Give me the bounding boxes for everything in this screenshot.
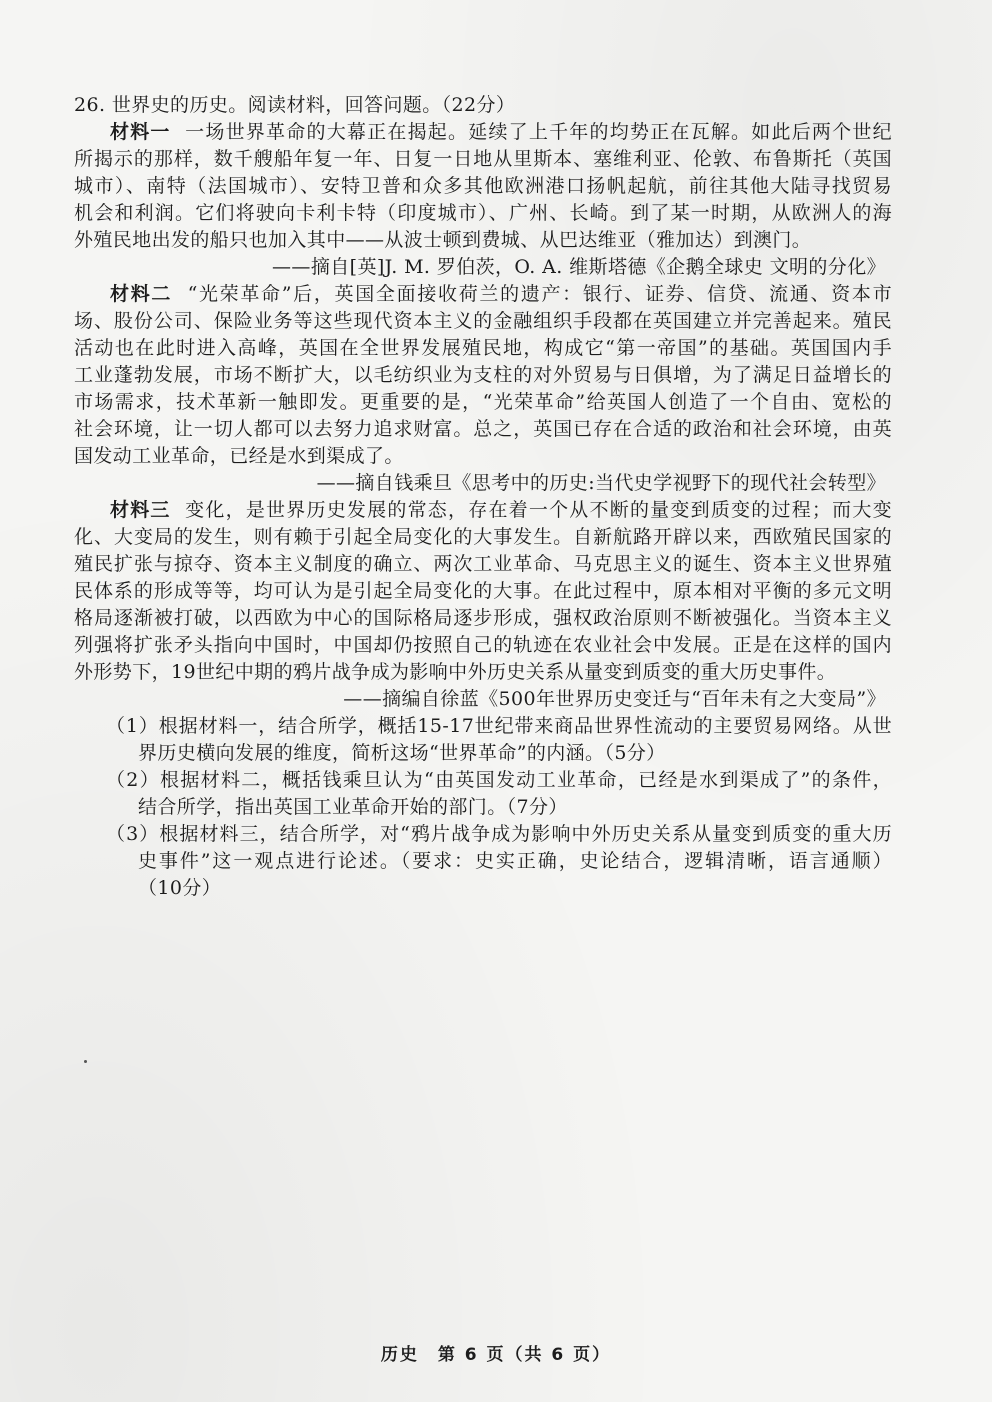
material-3-line: 民体系的形成等等，均可认为是引起全局变化的大事。在此过程中，原本相对平衡的多元文明: [74, 580, 892, 602]
subquestion-2-line: 结合所学，指出英国工业革命开始的部门。（7分）: [138, 796, 568, 818]
material-2-label: 材料二: [110, 283, 173, 305]
subquestion-1: [74, 713, 892, 767]
material-1-line: 所揭示的那样，数千艘船年复一年、日复一日地从里斯本、塞维利亚、伦敦、布鲁斯托（英国: [74, 148, 892, 170]
question-title: 26. 世界史的历史。阅读材料，回答问题。（22分）: [74, 94, 516, 116]
material-3-line: 列强将扩张矛头指向中国时，中国却仍按照自己的轨迹在农业社会中发展。正是在这样的国内: [74, 634, 892, 656]
material-2-line: 市场需求，技术革新一触即发。更重要的是，“光荣革命”给英国人创造了一个自由、宽松的: [74, 391, 892, 413]
material-3-line: 殖民扩张与掠夺、资本主义制度的确立、两次工业革命、马克思主义的诞生、资本主义世界殖: [74, 553, 892, 575]
subquestion-3-line: 史事件”这一观点进行论述。（要求：史实正确，史论结合，逻辑清晰，语言通顺）: [138, 850, 892, 872]
material-3: [74, 497, 892, 713]
subquestion-3-line: （10分）: [138, 877, 222, 899]
material-1-line: 机会和利润。它们将驶向卡利卡特（印度城市）、广州、长崎。到了某一时期，从欧洲人的海: [74, 202, 892, 224]
material-3-first-line: 材料三 变化，是世界历史发展的常态，存在着一个从不断的量变到质变的过程；而大变: [110, 499, 892, 521]
material-2-source: ——摘自钱乘旦《思考中的历史:当代史学视野下的现代社会转型》: [316, 472, 886, 494]
material-2-first-line: 材料二 “光荣革命”后，英国全面接收荷兰的遗产：银行、证券、信贷、流通、资本市: [110, 283, 892, 305]
material-3-line: 外形势下，19世纪中期的鸦片战争成为影响中外历史关系从量变到质变的重大历史事件。: [74, 661, 837, 683]
material-2-line: 国发动工业革命，已经是水到渠成了。: [74, 445, 404, 467]
subquestion-2: [74, 767, 892, 821]
page-footer: 历史 第 6 页（共 6 页）: [380, 1345, 612, 1365]
subquestion-2-first-line: （2）根据材料二，概括钱乘旦认为“由英国发动工业革命，已经是水到渠成了”的条件，: [106, 769, 892, 791]
material-2: [74, 281, 892, 497]
material-2-line: 场、股份公司、保险业务等这些现代资本主义的金融组织手段都在英国建立并完善起来。殖民: [74, 310, 892, 332]
material-1-first-line: 材料一 一场世界革命的大幕正在揭起。延续了上千年的均势正在瓦解。如此后两个世纪: [110, 121, 892, 143]
material-2-line: 社会环境，让一切人都可以去努力追求财富。总之，英国已存在合适的政治和社会环境，由英: [74, 418, 892, 440]
material-1-label: 材料一: [110, 121, 171, 143]
material-3-line: 格局逐渐被打破，以西欧为中心的国际格局逐步形成，强权政治原则不断被强化。当资本主义: [74, 607, 892, 629]
question-26: [74, 92, 892, 902]
material-1: [74, 119, 892, 281]
subquestion-3: [74, 821, 892, 902]
subquestion-3-first-line: （3）根据材料三，结合所学，对“鸦片战争成为影响中外历史关系从量变到质变的重大历: [106, 823, 892, 845]
material-1-line: 外殖民地出发的船只也加入其中——从波士顿到费城、从巴达维亚（雅加达）到澳门。: [74, 229, 812, 251]
material-3-source: ——摘编自徐蓝《500年世界历史变迁与“百年未有之大变局”》: [343, 688, 886, 710]
subquestion-1-first-line: （1）根据材料一，结合所学，概括15-17世纪带来商品世界性流动的主要贸易网络。从世: [106, 715, 892, 737]
material-3-line: 化、大变局的发生，则有赖于引起全局变化的大事发生。自新航路开辟以来，西欧殖民国家的: [74, 526, 892, 548]
material-1-source: ——摘自[英]J. M. 罗伯茨，O. A. 维斯塔德《企鹅全球史 文明的分化》: [272, 256, 886, 278]
scan-speck: [84, 1060, 87, 1063]
material-3-label: 材料三: [110, 499, 171, 521]
material-1-line: 城市）、南特（法国城市）、安特卫普和众多其他欧洲港口扬帆起航，前往其他大陆寻找贸易: [74, 175, 892, 197]
subquestion-1-line: 界历史横向发展的维度，简析这场“世界革命”的内涵。（5分）: [138, 742, 666, 764]
material-2-line: 工业蓬勃发展，市场不断扩大，以毛纺织业为支柱的对外贸易与日俱增，为了满足日益增长的: [74, 364, 892, 386]
material-2-line: 活动也在此时进入高峰，英国在全世界发展殖民地，构成它“第一帝国”的基础。英国国内手: [74, 337, 892, 359]
